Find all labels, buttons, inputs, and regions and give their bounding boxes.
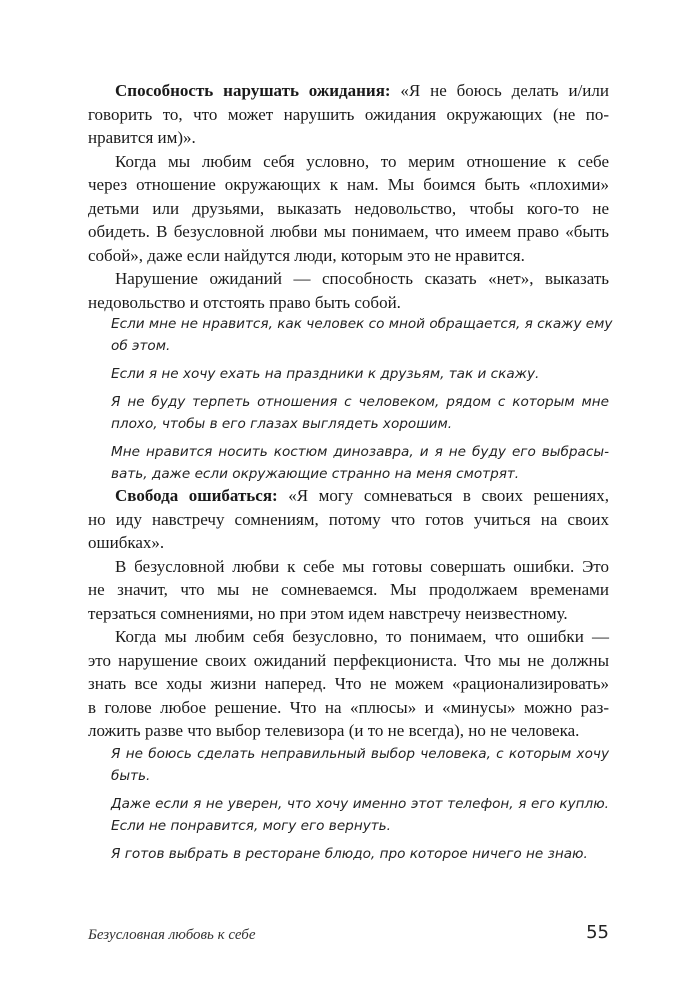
paragraph-line: не значит, что мы не сомневаемся. Мы продолжаем временами bbox=[88, 580, 609, 599]
example-line: быть. bbox=[111, 768, 151, 784]
paragraph-line: в голове любое решение. Что на «плюсы» и «минусы» можно раз- bbox=[88, 697, 609, 717]
example-line: Я не буду терпеть отношения с человеком, рядом с которым мне bbox=[111, 394, 609, 410]
paragraph-line: ошибках». bbox=[88, 533, 165, 552]
paragraph-line: Нарушение ожиданий — способность сказать «нет», выказать bbox=[115, 269, 609, 288]
example-line: Я готов выбрать в ресторане блюдо, про которое ничего не знаю. bbox=[111, 846, 588, 862]
paragraph-line: Способность нарушать ожидания: «Я не боюсь делать и/или bbox=[115, 81, 609, 100]
section-heading: Свобода ошибаться: bbox=[115, 486, 278, 505]
paragraph-line: терзаться сомнениями, но при этом идем навстречу неизвестному. bbox=[88, 603, 568, 623]
example-line: Мне нравится носить костюм динозавра, и я не буду его выбрасы- bbox=[111, 444, 609, 460]
example-line: Я не боюсь сделать неправильный выбор человека, с которым хочу bbox=[111, 746, 609, 762]
paragraph-line: недовольство и отстоять право быть собой. bbox=[88, 292, 401, 312]
paragraph-line: знать все ходы жизни наперед. Что не можем «рационализировать» bbox=[88, 674, 609, 693]
paragraph-line: Свобода ошибаться: «Я могу сомневаться в своих решениях, bbox=[115, 486, 609, 505]
paragraph-line: собой», даже если найдутся люди, которым это не нравится. bbox=[88, 245, 525, 265]
running-footer-title: Безусловная любовь к себе bbox=[88, 927, 256, 943]
paragraph-line: нравится им)». bbox=[88, 128, 196, 147]
example-line: об этом. bbox=[111, 338, 171, 354]
paragraph-line: это нарушение своих ожиданий перфекциониста. Что мы не должны bbox=[88, 650, 609, 670]
paragraph-line: Когда мы любим себя условно, то мерим отношение к себе bbox=[115, 151, 609, 171]
paragraph-line: но иду навстречу сомнениям, потому что готов учиться на своих bbox=[88, 509, 609, 529]
paragraph-line: В безусловной любви к себе мы готовы совершать ошибки. Это bbox=[115, 556, 609, 576]
examples-list bbox=[111, 743, 609, 865]
section-heading: Способность нарушать ожидания: bbox=[115, 81, 391, 100]
paragraph-line: обидеть. В безусловной любви мы понимаем, что имеем право «быть bbox=[88, 222, 609, 241]
examples-list bbox=[111, 313, 613, 485]
example-line: вать, даже если окружающие странно на меня смотрят. bbox=[111, 466, 520, 482]
paragraph-line: ложить разве что выбор телевизора (и то не всегда), но не человека. bbox=[88, 721, 580, 740]
paragraph-line: говорить то, что может нарушить ожидания окружающих (не по- bbox=[88, 104, 609, 124]
page-number: 55 bbox=[586, 922, 609, 943]
paragraph-line: через отношение окружающих к нам. Мы боимся быть «плохими» bbox=[88, 175, 609, 194]
paragraph-line: Когда мы любим себя безусловно, то понимаем, что ошибки — bbox=[115, 627, 609, 646]
section-expectations bbox=[88, 79, 609, 314]
example-line: Даже если я не уверен, что хочу именно этот телефон, я его куплю. bbox=[111, 796, 609, 812]
example-line: Если мне не нравится, как человек со мной обращается, я скажу ему bbox=[111, 316, 613, 332]
example-line: Если я не хочу ехать на праздники к друзьям, так и скажу. bbox=[111, 366, 540, 382]
section-mistakes bbox=[88, 484, 609, 743]
example-line: Если не понравится, могу его вернуть. bbox=[111, 818, 391, 834]
paragraph-line: детьми или друзьями, выказать недовольство, чтобы кого-то не bbox=[88, 198, 609, 218]
example-line: плохо, чтобы в его глазах выглядеть хорошим. bbox=[111, 416, 453, 432]
